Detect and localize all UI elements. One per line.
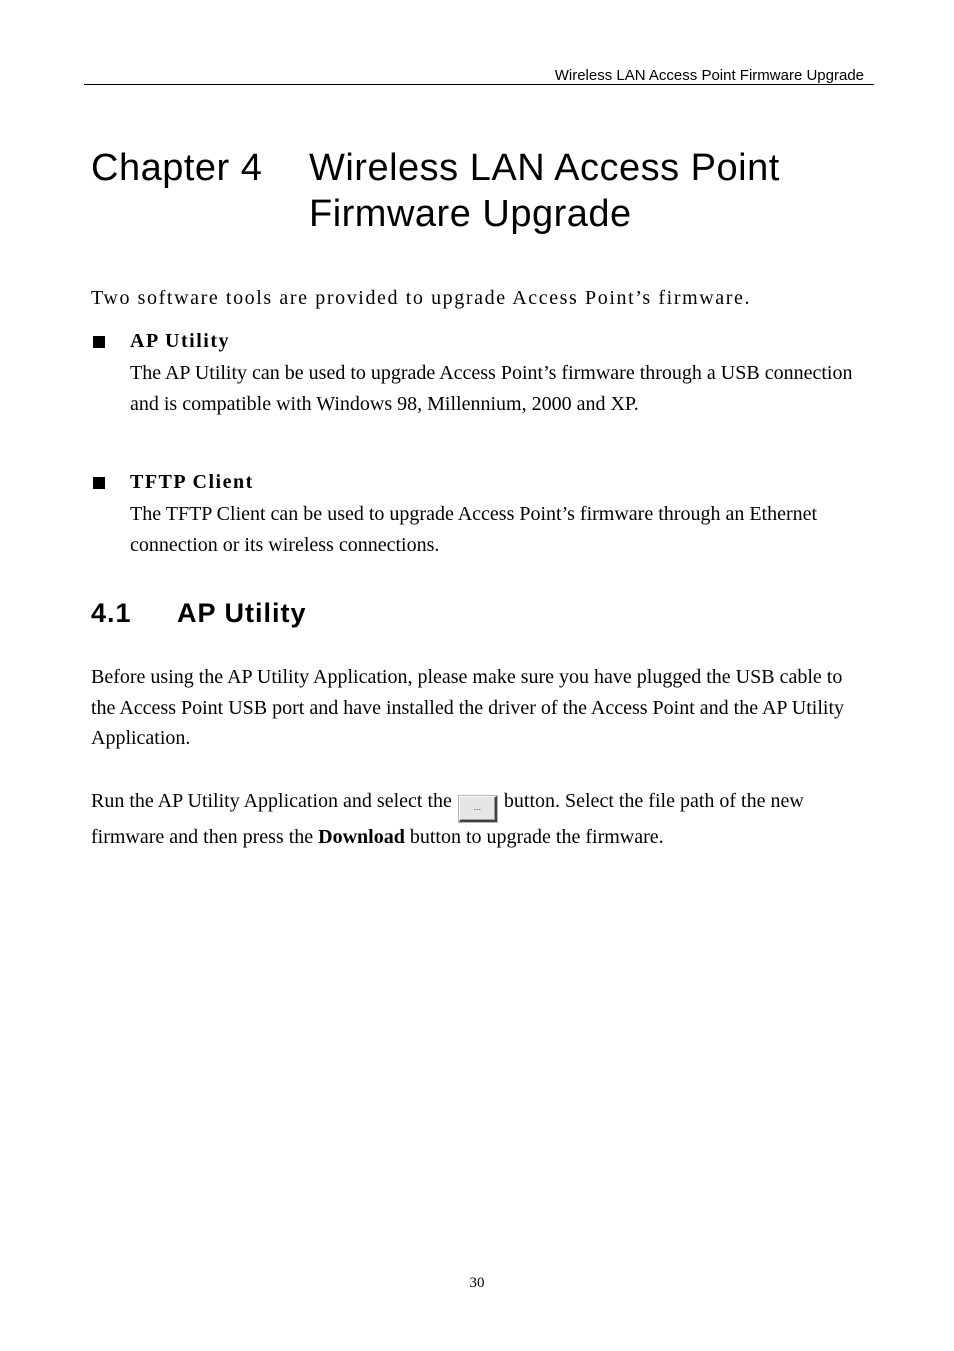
browse-button-icon: ... bbox=[459, 796, 497, 822]
section-number: 4.1 bbox=[91, 598, 132, 628]
bullet-title: AP Utility bbox=[130, 330, 230, 352]
page-number: 30 bbox=[469, 1275, 485, 1291]
section-heading bbox=[91, 598, 307, 629]
chapter-heading bbox=[91, 145, 849, 237]
bullet-title: TFTP Client bbox=[130, 471, 254, 493]
running-header-title: Wireless LAN Access Point Firmware Upgrade bbox=[554, 67, 864, 84]
download-keyword: Download bbox=[318, 826, 405, 848]
chapter-title bbox=[309, 145, 849, 237]
section-title: AP Utility bbox=[177, 598, 307, 628]
paragraph-before-using: Before using the AP Utility Application, please make sure you have plugged the USB cable to the Access Point USB port and have installed the driver of the Access Point and the AP Utility Application. bbox=[91, 666, 845, 749]
running-header bbox=[84, 66, 874, 85]
para-text-before-button: Run the AP Utility Application and select the bbox=[91, 790, 452, 812]
para-text-end: button to upgrade the firmware. bbox=[409, 826, 664, 848]
square-bullet-icon bbox=[93, 336, 105, 348]
square-bullet-icon bbox=[93, 477, 105, 489]
paragraph-run-utility bbox=[91, 786, 866, 853]
bullet-text: The TFTP Client can be used to upgrade Access Point’s firmware through an Ethernet connection or its wireless connections. bbox=[130, 503, 818, 556]
chapter-title-line-1: Wireless LAN Access Point bbox=[309, 147, 780, 189]
intro-paragraph: Two software tools are provided to upgrade Access Point’s firmware. bbox=[91, 287, 752, 309]
bullet-text: The AP Utility can be used to upgrade Access Point’s firmware through a USB connection and is compatible with Windows 98, Millennium, 2000 and XP. bbox=[130, 362, 853, 415]
para-text-after-button: button. Select the file path of the new firmware and then press the bbox=[91, 790, 804, 848]
chapter-title-line-2: Firmware Upgrade bbox=[309, 193, 632, 235]
chapter-number: Chapter 4 bbox=[91, 147, 263, 189]
